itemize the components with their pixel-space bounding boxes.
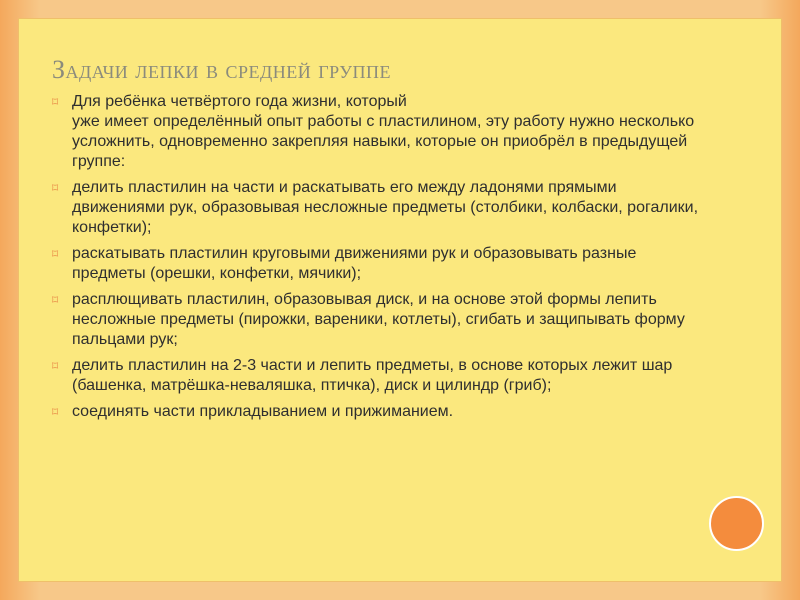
bullet-icon: ⌑ bbox=[52, 405, 59, 419]
bullet-icon: ⌑ bbox=[52, 247, 59, 261]
bullet-icon: ⌑ bbox=[52, 293, 59, 307]
bullet-list bbox=[52, 92, 712, 428]
list-item bbox=[52, 290, 712, 350]
list-item bbox=[52, 92, 712, 172]
decorative-circle bbox=[709, 496, 764, 551]
list-item-text: Для ребёнка четвёртого года жизни, который уже имеет определённый опыт работы с пластилином, эту работу нужно несколько усложнить, одновременно закрепляя навыки, которые он приобрёл в предыдущей группе: bbox=[72, 93, 695, 170]
list-item bbox=[52, 244, 712, 284]
list-item bbox=[52, 402, 712, 422]
list-item-text: делить пластилин на 2-3 части и лепить предметы, в основе которых лежит шар (башенка, матрёшка-неваляшка, птичка), диск и цилиндр (гриб); bbox=[72, 357, 673, 394]
list-item-text: соединять части прикладыванием и прижиманием. bbox=[72, 403, 454, 420]
bullet-icon: ⌑ bbox=[52, 181, 59, 195]
list-item bbox=[52, 178, 712, 238]
slide-title: Задачи лепки в средней группе bbox=[52, 55, 391, 84]
list-item-text: расплющивать пластилин, образовывая диск, и на основе этой формы лепить несложные предметы (пирожки, вареники, котлеты), сгибать и защипывать форму пальцами рук; bbox=[72, 291, 685, 348]
list-item-text: делить пластилин на части и раскатывать его между ладонями прямыми движениями рук, образовывая несложные предметы (столбики, колбаски, рогалики, конфетки); bbox=[72, 179, 699, 236]
list-item bbox=[52, 356, 712, 396]
bullet-icon: ⌑ bbox=[52, 95, 59, 109]
list-item-text: раскатывать пластилин круговыми движениями рук и образовывать разные предметы (орешки, конфетки, мячики); bbox=[72, 245, 637, 282]
bullet-icon: ⌑ bbox=[52, 359, 59, 373]
